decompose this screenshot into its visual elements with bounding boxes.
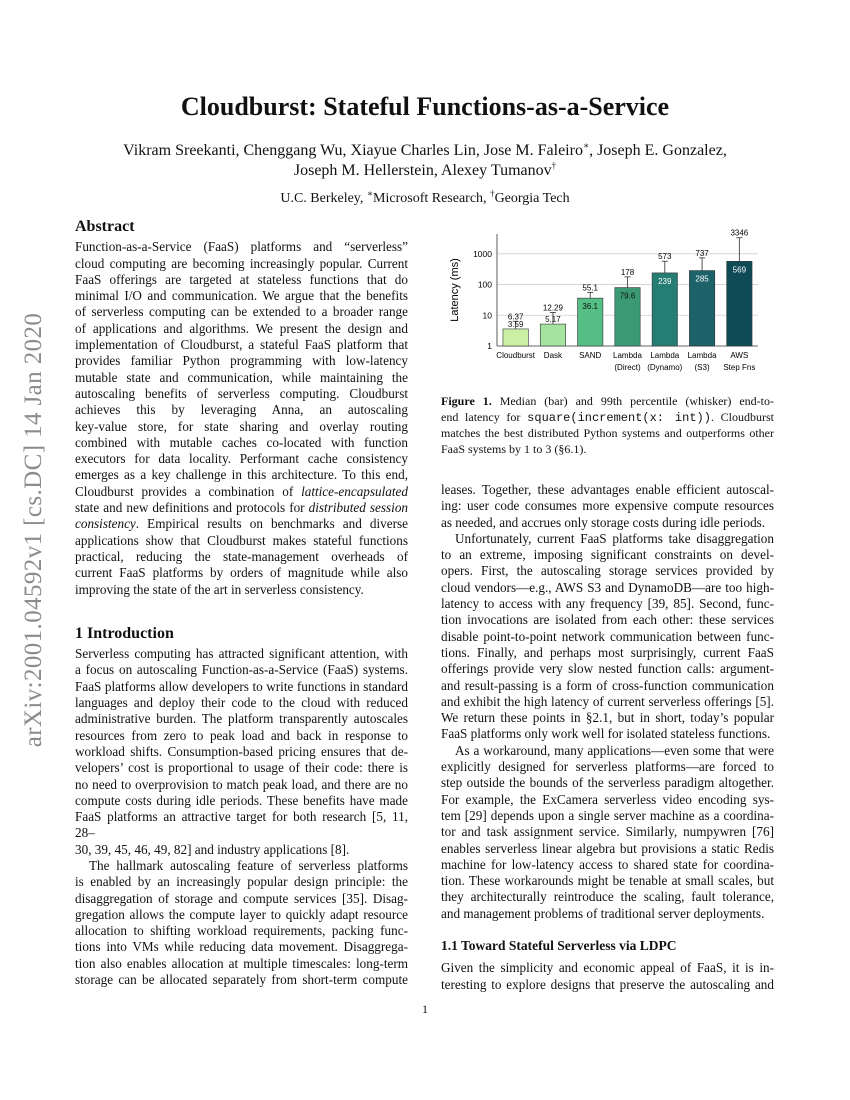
- p99-label: 12.29: [542, 303, 563, 313]
- x-tick-label: Cloudburst: [496, 351, 535, 360]
- right-paragraph-2: Unfortunately, current FaaS platforms take disaggregation to an extreme, imposing significant constraints on devel- opers. First, the autoscaling storage services provided by cloud vendors—e.g., AWS S3 and DynamoDB—are too high- latency to access with any frequency [39, 85]. Second, func- tion invocations are isolated from each other: these services disable point-to-point network communication between func- tions. Finally, and perhaps most surprisingly, current FaaS offerings provide very slow nested function calls: argument- and result-passing is a form of cross-function communication and exhibit the high latency of current serverless offerings [5]. We return these points in §2.1, but in short, today’s popular FaaS platforms only work well for isolated stateless functions.: [441, 530, 774, 742]
- introduction-paragraph-2: The hallmark autoscaling feature of serverless platforms is enabled by an increasingly popular design principle: the disaggregation of storage and compute services [35]. Disag- gregation allows the compute layer to quickly adapt resource allocation to shifting workload requirements, packing func- tions into VMs while reducing data movement. Disaggrega- tion also enables allocation at multiple timescales: long-term storage can be allocated separately from short-term compute: [75, 857, 408, 988]
- y-axis-label: Latency (ms): [449, 258, 461, 322]
- p99-label: 3346: [730, 228, 749, 238]
- left-column: [75, 219, 408, 988]
- latency-bar-chart: [441, 224, 774, 376]
- affiliations: U.C. Berkeley, ∗Microsoft Research, †Georgia Tech: [280, 188, 570, 206]
- x-tick-label: Lambda: [613, 351, 642, 360]
- y-tick-label: 10: [482, 310, 492, 321]
- x-tick-label: AWS: [730, 351, 749, 360]
- authors-line-1: Vikram Sreekanti, Chenggang Wu, Xiayue Charles Lin, Jose M. Faleiro: [123, 142, 583, 159]
- x-tick-label: SAND: [579, 351, 602, 360]
- x-tick-label-line2: Step Fns: [723, 363, 756, 372]
- p99-label: 737: [695, 248, 709, 258]
- bar: [503, 329, 528, 346]
- introduction-paragraph-1: Serverless computing has attracted significant attention, with a focus on autoscaling Function-as-a-Service (FaaS) systems. FaaS platforms allow developers to write functions in standard languages and deploy their code to the cloud with reduced administrative burden. The platform transparently autoscales resources from zero to peak load and back in response to workload shifts. Consumption-based pricing ensures that de- velopers’ cost is proportional to usage of their code: there is no need to overprovision to match peak load, and there are no compute costs during idle periods. These benefits have made FaaS platforms an attractive target for both research [5, 11, 28– 30, 39, 45, 46, 49, 82] and industry applications [8].: [75, 646, 408, 857]
- right-paragraph-4: Given the simplicity and economic appeal of FaaS, it is in- teresting to explore designs that preserve the autoscaling and: [441, 960, 774, 992]
- y-tick-label: 1000: [473, 248, 492, 259]
- paper-title: Cloudburst: Stateful Functions-as-a-Service: [180, 92, 670, 121]
- subsection-heading: 1.1 Toward Stateful Serverless via LDPC: [441, 938, 677, 954]
- right-paragraph-3: As a workaround, many applications—even some that were explicitly designed for serverless platforms—are forced to step outside the bounds of the serverless paradigm altogether. For example, the ExCamera serverless video encoding sys- tem [29] depends upon a single server machine as a coordina- tor and task assignment service. Similarly, numpywren [76] enables serverless linear algebra but provisions a static Redis machine for low-latency access to shared state for coordina- tion. These workarounds might be tenable at small scales, but they architecturally reintroduce the scaling, fault tolerance, and management problems of traditional server deployments.: [441, 742, 774, 921]
- x-tick-label: Lambda: [687, 351, 717, 360]
- x-tick-label: Lambda: [650, 351, 680, 360]
- y-tick-label: 1: [487, 341, 492, 351]
- y-tick-label: 100: [477, 279, 492, 290]
- authors-line-2: Joseph M. Hellerstein, Alexey Tumanov: [293, 162, 552, 179]
- median-label: 79.6: [619, 291, 636, 301]
- median-label: 3.59: [507, 319, 524, 329]
- abstract-heading: Abstract: [75, 218, 135, 235]
- figure-1-chart: [441, 224, 774, 376]
- x-tick-label-line2: (Direct): [614, 363, 641, 372]
- median-label: 239: [658, 276, 672, 286]
- median-label: 285: [695, 274, 709, 284]
- x-tick-label: Dask: [543, 351, 563, 360]
- author-list: Vikram Sreekanti, Chenggang Wu, Xiayue Charles Lin, Jose M. Faleiro∗, Joseph E. Gonzalez, Joseph M. Hellerstein, Alexey Tumanov†: [123, 140, 727, 179]
- p99-label: 6.37: [507, 312, 524, 322]
- bar: [540, 324, 565, 346]
- p99-label: 178: [620, 267, 635, 277]
- right-paragraph-1: leases. Together, these advantages enable efficient autoscal- ing: user code consumes more expensive compute resources as needed, and accrues only storage costs during idle periods.: [441, 482, 774, 530]
- right-column: [441, 482, 774, 993]
- median-label: 5.17: [545, 315, 561, 325]
- arxiv-identifier-stamp: arXiv:2001.04592v1 [cs.DC] 14 Jan 2020: [20, 312, 47, 748]
- median-label: 569: [732, 265, 747, 275]
- x-tick-label-line2: (Dynamo): [647, 363, 683, 372]
- figure-1-caption: Figure 1. Median (bar) and 99th percentile (whisker) end-to- end latency for square(increment(x: int)). Cloudburst matches the best distributed Python systems and outperforms other FaaS systems by 1 to 3 (§6.1).: [441, 394, 775, 456]
- page-number: 1: [422, 1002, 428, 1016]
- median-label: 36.1: [582, 302, 599, 312]
- p99-label: 573: [658, 252, 672, 262]
- abstract-body: Function-as-a-Service (FaaS) platforms and “serverless” cloud computing are becoming increasingly popular. Current FaaS offerings are targeted at stateless functions that do minimal I/O and communication. We argue that the benefits of serverless computing can be extended to a broader range of applications and algorithms. We present the design and implementation of Cloudburst, a stateful FaaS platform that provides familiar Python programming with low-latency mutable state and communication, while maintaining the autoscaling benefits of serverless computing. Cloudburst achieves this by leveraging Anna, an autoscaling key-value store, for state sharing and overlay routing combined with mutable caches co-located with function executors for data locality. Performant cache consistency emerges as a key challenge in this architecture. To this end, Cloudburst provides a combination of lattice-encapsulated state and new definitions and protocols for distributed session consistency. Empirical results on benchmarks and diverse applications show that Cloudburst makes stateful functions practical, reducing the state-management overheads of current FaaS platforms by orders of magnitude while also improving the state of the art in serverless consistency.: [75, 239, 409, 597]
- x-tick-label-line2: (S3): [694, 363, 710, 372]
- introduction-heading: 1 Introduction: [75, 624, 174, 642]
- p99-label: 55.1: [582, 283, 599, 293]
